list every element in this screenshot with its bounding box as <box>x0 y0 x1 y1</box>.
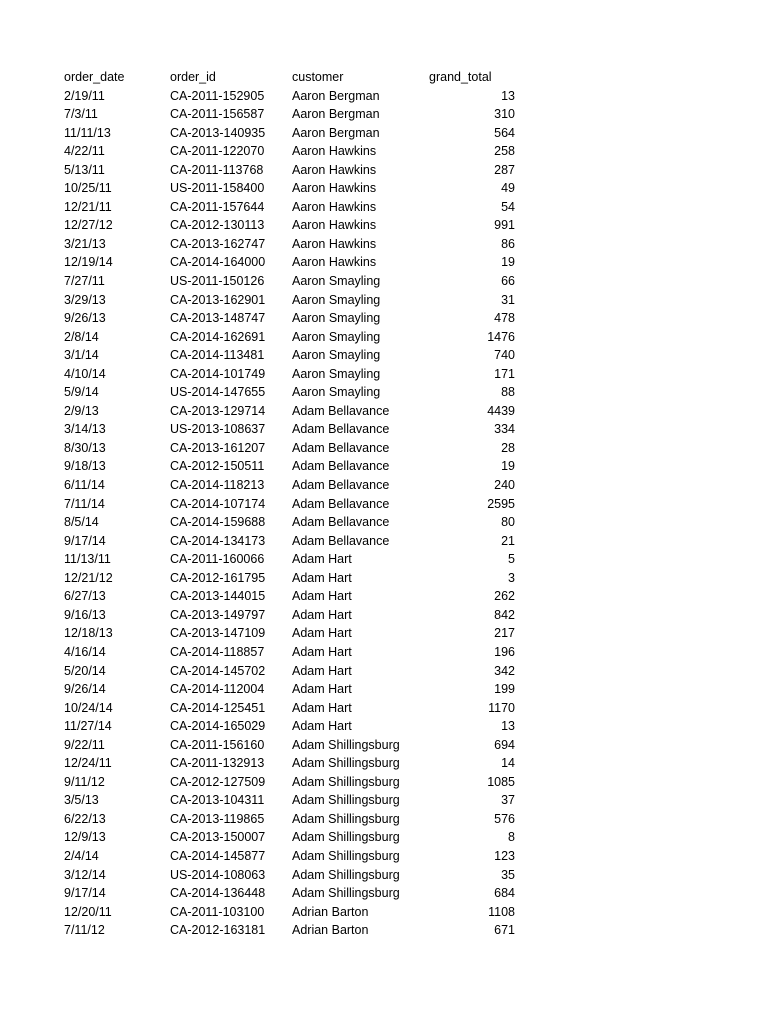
grand-total-cell: 31 <box>501 292 515 307</box>
table-row <box>0 791 768 810</box>
order-id-cell: CA-2014-118213 <box>170 478 265 493</box>
order-date-cell: 11/13/11 <box>64 552 111 567</box>
customer-cell: Aaron Smayling <box>292 274 381 289</box>
customer-cell: Aaron Smayling <box>292 385 381 400</box>
grand-total-cell: 310 <box>494 107 515 122</box>
customer-cell: Adam Shillingsburg <box>292 867 400 882</box>
customer-cell: Adam Bellavance <box>292 440 390 455</box>
customer-cell: Adam Bellavance <box>292 478 390 493</box>
order-date-cell: 2/19/11 <box>64 88 105 103</box>
grand-total-cell: 478 <box>494 311 515 326</box>
grand-total-cell: 8 <box>508 830 515 845</box>
order-date-cell: 10/25/11 <box>64 181 112 196</box>
customer-cell: Aaron Hawkins <box>292 162 377 177</box>
order-date-cell: 7/27/11 <box>64 274 105 289</box>
order-date-cell: 4/16/14 <box>64 644 106 659</box>
customer-cell: Adam Hart <box>292 682 352 697</box>
grand-total-cell: 35 <box>501 867 515 882</box>
order-id-cell: CA-2013-150007 <box>170 830 266 845</box>
order-date-cell: 3/29/13 <box>64 292 106 307</box>
order-id-cell: CA-2014-136448 <box>170 886 266 901</box>
order-id-cell: CA-2011-160066 <box>170 552 265 567</box>
customer-cell: Adam Hart <box>292 589 352 604</box>
order-date-cell: 4/10/14 <box>64 366 106 381</box>
order-date-cell: 11/11/13 <box>64 125 111 140</box>
grand-total-cell: 1085 <box>487 774 515 789</box>
grand-total-cell: 740 <box>494 348 515 363</box>
grand-total-cell: 37 <box>501 793 515 808</box>
customer-cell: Adam Hart <box>292 607 352 622</box>
order-id-cell: CA-2012-130113 <box>170 218 265 233</box>
customer-cell: Adam Bellavance <box>292 422 390 437</box>
order-date-cell: 8/30/13 <box>64 440 106 455</box>
table-row <box>0 402 768 421</box>
order-id-cell: CA-2012-163181 <box>170 923 266 938</box>
header-order-date: order_date <box>64 70 125 84</box>
customer-cell: Adam Shillingsburg <box>292 811 400 826</box>
grand-total-cell: 13 <box>501 719 515 734</box>
table-row <box>0 383 768 402</box>
grand-total-cell: 684 <box>494 886 515 901</box>
customer-cell: Aaron Smayling <box>292 366 381 381</box>
order-date-cell: 12/19/14 <box>64 255 113 270</box>
grand-total-cell: 1108 <box>488 904 515 919</box>
table-row <box>0 328 768 347</box>
order-date-cell: 9/16/13 <box>64 607 106 622</box>
order-id-cell: CA-2014-112004 <box>170 682 265 697</box>
table-row <box>0 866 768 885</box>
grand-total-cell: 334 <box>494 422 515 437</box>
order-id-cell: US-2014-108063 <box>170 867 266 882</box>
grand-total-cell: 240 <box>494 478 515 493</box>
order-date-cell: 5/20/14 <box>64 663 106 678</box>
grand-total-cell: 1170 <box>488 700 515 715</box>
grand-total-cell: 564 <box>494 125 515 140</box>
table-row <box>0 513 768 532</box>
grand-total-cell: 66 <box>501 274 515 289</box>
order-id-cell: CA-2011-122070 <box>170 144 265 159</box>
order-date-cell: 4/22/11 <box>64 144 105 159</box>
order-date-cell: 3/14/13 <box>64 422 106 437</box>
order-id-cell: CA-2011-103100 <box>170 904 265 919</box>
grand-total-cell: 28 <box>501 440 515 455</box>
order-id-cell: CA-2012-150511 <box>170 459 265 474</box>
header-customer: customer <box>292 70 344 84</box>
table-row <box>0 457 768 476</box>
grand-total-cell: 19 <box>501 459 515 474</box>
table-row <box>0 198 768 217</box>
order-id-cell: CA-2014-165029 <box>170 719 266 734</box>
order-id-cell: CA-2013-144015 <box>170 589 266 604</box>
order-date-cell: 5/13/11 <box>64 162 105 177</box>
grand-total-cell: 262 <box>494 589 515 604</box>
grand-total-cell: 196 <box>494 644 515 659</box>
customer-cell: Adam Shillingsburg <box>292 793 400 808</box>
table-header <box>0 68 768 87</box>
order-date-cell: 2/8/14 <box>64 329 99 344</box>
table-row <box>0 921 768 940</box>
order-date-cell: 3/21/13 <box>64 236 106 251</box>
table-row <box>0 272 768 291</box>
order-id-cell: US-2013-108637 <box>170 422 266 437</box>
customer-cell: Aaron Bergman <box>292 125 380 140</box>
order-date-cell: 7/3/11 <box>64 107 98 122</box>
order-date-cell: 7/11/12 <box>64 923 105 938</box>
table-row <box>0 569 768 588</box>
grand-total-cell: 123 <box>494 848 515 863</box>
order-date-cell: 3/1/14 <box>64 348 99 363</box>
order-date-cell: 12/21/11 <box>64 199 112 214</box>
customer-cell: Aaron Bergman <box>292 107 380 122</box>
table-row <box>0 643 768 662</box>
order-id-cell: CA-2013-149797 <box>170 607 266 622</box>
order-date-cell: 12/27/12 <box>64 218 113 233</box>
grand-total-cell: 49 <box>501 181 515 196</box>
table-row <box>0 680 768 699</box>
customer-cell: Adam Bellavance <box>292 496 390 511</box>
order-date-cell: 9/26/14 <box>64 682 106 697</box>
table-row <box>0 847 768 866</box>
customer-cell: Adam Hart <box>292 626 352 641</box>
table-row <box>0 828 768 847</box>
customer-cell: Aaron Smayling <box>292 311 381 326</box>
order-id-cell: CA-2014-113481 <box>170 348 265 363</box>
table-row <box>0 124 768 143</box>
customer-cell: Adam Hart <box>292 644 352 659</box>
table-row <box>0 142 768 161</box>
order-id-cell: CA-2013-162747 <box>170 236 266 251</box>
customer-cell: Adam Shillingsburg <box>292 830 400 845</box>
table-row <box>0 810 768 829</box>
customer-cell: Adam Shillingsburg <box>292 756 400 771</box>
table-row <box>0 699 768 718</box>
customer-cell: Aaron Hawkins <box>292 199 377 214</box>
customer-cell: Adrian Barton <box>292 904 369 919</box>
grand-total-cell: 991 <box>494 218 515 233</box>
customer-cell: Adam Hart <box>292 552 352 567</box>
table-row <box>0 754 768 773</box>
grand-total-cell: 54 <box>501 199 515 214</box>
customer-cell: Adam Hart <box>292 700 352 715</box>
order-id-cell: CA-2012-161795 <box>170 570 266 585</box>
order-date-cell: 12/24/11 <box>64 756 112 771</box>
order-id-cell: CA-2014-118857 <box>170 644 265 659</box>
grand-total-cell: 13 <box>501 88 515 103</box>
order-id-cell: CA-2011-132913 <box>170 756 265 771</box>
order-id-cell: CA-2013-148747 <box>170 311 266 326</box>
customer-cell: Adam Hart <box>292 663 352 678</box>
customer-cell: Aaron Bergman <box>292 88 380 103</box>
grand-total-cell: 88 <box>501 385 515 400</box>
order-id-cell: CA-2014-101749 <box>170 366 266 381</box>
header-order-id: order_id <box>170 70 216 84</box>
table-row <box>0 587 768 606</box>
customer-cell: Aaron Hawkins <box>292 218 377 233</box>
order-date-cell: 12/20/11 <box>64 904 112 919</box>
table-row <box>0 903 768 922</box>
order-id-cell: CA-2014-159688 <box>170 515 266 530</box>
order-id-cell: CA-2014-162691 <box>170 329 266 344</box>
customer-cell: Adam Hart <box>292 719 352 734</box>
grand-total-cell: 258 <box>494 144 515 159</box>
order-date-cell: 2/9/13 <box>64 403 99 418</box>
customer-cell: Adam Bellavance <box>292 459 390 474</box>
order-date-cell: 9/18/13 <box>64 459 106 474</box>
customer-cell: Aaron Hawkins <box>292 236 377 251</box>
order-date-cell: 6/27/13 <box>64 589 106 604</box>
order-id-cell: CA-2012-127509 <box>170 774 266 789</box>
grand-total-cell: 671 <box>494 923 515 938</box>
table-row <box>0 253 768 272</box>
order-id-cell: CA-2014-145702 <box>170 663 266 678</box>
grand-total-cell: 1476 <box>487 329 515 344</box>
order-date-cell: 9/26/13 <box>64 311 106 326</box>
order-id-cell: US-2011-158400 <box>170 181 265 196</box>
customer-cell: Adam Shillingsburg <box>292 737 400 752</box>
customer-cell: Adam Bellavance <box>292 403 390 418</box>
table-row <box>0 365 768 384</box>
order-id-cell: CA-2013-140935 <box>170 125 266 140</box>
table-row <box>0 420 768 439</box>
table-row <box>0 87 768 106</box>
table-row <box>0 105 768 124</box>
order-date-cell: 6/22/13 <box>64 811 106 826</box>
grand-total-cell: 86 <box>501 236 515 251</box>
customer-cell: Aaron Hawkins <box>292 255 377 270</box>
table-row <box>0 624 768 643</box>
grand-total-cell: 287 <box>494 162 515 177</box>
table-row <box>0 550 768 569</box>
grand-total-cell: 171 <box>494 366 515 381</box>
table-row <box>0 532 768 551</box>
table-row <box>0 717 768 736</box>
order-id-cell: US-2014-147655 <box>170 385 266 400</box>
customer-cell: Adam Shillingsburg <box>292 774 400 789</box>
grand-total-cell: 842 <box>494 607 515 622</box>
table-row <box>0 495 768 514</box>
order-id-cell: CA-2014-125451 <box>170 700 266 715</box>
order-date-cell: 6/11/14 <box>64 478 105 493</box>
customer-cell: Aaron Hawkins <box>292 181 377 196</box>
header-grand-total: grand_total <box>429 70 492 84</box>
order-id-cell: CA-2014-164000 <box>170 255 266 270</box>
order-id-cell: CA-2014-107174 <box>170 496 266 511</box>
table-row <box>0 662 768 681</box>
table-row <box>0 736 768 755</box>
order-table <box>0 68 768 940</box>
grand-total-cell: 4439 <box>487 403 515 418</box>
customer-cell: Adam Shillingsburg <box>292 886 400 901</box>
order-id-cell: CA-2013-147109 <box>170 626 266 641</box>
table-row <box>0 216 768 235</box>
table-row <box>0 309 768 328</box>
order-id-cell: CA-2011-156587 <box>170 107 265 122</box>
order-date-cell: 8/5/14 <box>64 515 99 530</box>
table-row <box>0 476 768 495</box>
grand-total-cell: 694 <box>494 737 515 752</box>
order-id-cell: CA-2013-104311 <box>170 793 265 808</box>
order-id-cell: CA-2013-119865 <box>170 811 265 826</box>
table-row <box>0 179 768 198</box>
order-date-cell: 9/17/14 <box>64 886 106 901</box>
table-row <box>0 291 768 310</box>
grand-total-cell: 342 <box>494 663 515 678</box>
customer-cell: Adam Bellavance <box>292 515 390 530</box>
order-date-cell: 7/11/14 <box>64 496 105 511</box>
order-id-cell: CA-2014-134173 <box>170 533 266 548</box>
order-id-cell: CA-2013-129714 <box>170 403 266 418</box>
grand-total-cell: 199 <box>494 682 515 697</box>
order-date-cell: 12/18/13 <box>64 626 113 641</box>
customer-cell: Adam Shillingsburg <box>292 848 400 863</box>
grand-total-cell: 3 <box>508 570 515 585</box>
order-date-cell: 3/5/13 <box>64 793 99 808</box>
table-row <box>0 773 768 792</box>
table-row <box>0 346 768 365</box>
order-id-cell: CA-2011-157644 <box>170 199 265 214</box>
customer-cell: Aaron Smayling <box>292 292 381 307</box>
order-date-cell: 9/11/12 <box>64 774 105 789</box>
order-date-cell: 9/17/14 <box>64 533 106 548</box>
order-date-cell: 10/24/14 <box>64 700 113 715</box>
customer-cell: Adam Hart <box>292 570 352 585</box>
order-date-cell: 12/21/12 <box>64 570 113 585</box>
order-id-cell: CA-2013-162901 <box>170 292 266 307</box>
customer-cell: Aaron Smayling <box>292 329 381 344</box>
grand-total-cell: 5 <box>508 552 515 567</box>
order-date-cell: 5/9/14 <box>64 385 99 400</box>
grand-total-cell: 217 <box>494 626 515 641</box>
order-id-cell: CA-2011-156160 <box>170 737 265 752</box>
order-date-cell: 12/9/13 <box>64 830 106 845</box>
order-date-cell: 9/22/11 <box>64 737 105 752</box>
order-id-cell: CA-2011-152905 <box>170 88 265 103</box>
table-row <box>0 606 768 625</box>
order-date-cell: 3/12/14 <box>64 867 106 882</box>
table-row <box>0 439 768 458</box>
grand-total-cell: 80 <box>501 515 515 530</box>
grand-total-cell: 21 <box>501 533 515 548</box>
order-id-cell: US-2011-150126 <box>170 274 265 289</box>
order-id-cell: CA-2013-161207 <box>170 440 266 455</box>
order-date-cell: 2/4/14 <box>64 848 99 863</box>
order-id-cell: CA-2014-145877 <box>170 848 266 863</box>
grand-total-cell: 576 <box>494 811 515 826</box>
customer-cell: Adrian Barton <box>292 923 369 938</box>
customer-cell: Adam Bellavance <box>292 533 390 548</box>
grand-total-cell: 19 <box>501 255 515 270</box>
table-row <box>0 884 768 903</box>
customer-cell: Aaron Hawkins <box>292 144 377 159</box>
table-row <box>0 235 768 254</box>
grand-total-cell: 14 <box>501 756 515 771</box>
grand-total-cell: 2595 <box>487 496 515 511</box>
table-body <box>0 87 768 940</box>
customer-cell: Aaron Smayling <box>292 348 381 363</box>
order-date-cell: 11/27/14 <box>64 719 112 734</box>
table-row <box>0 161 768 180</box>
order-id-cell: CA-2011-113768 <box>170 162 264 177</box>
